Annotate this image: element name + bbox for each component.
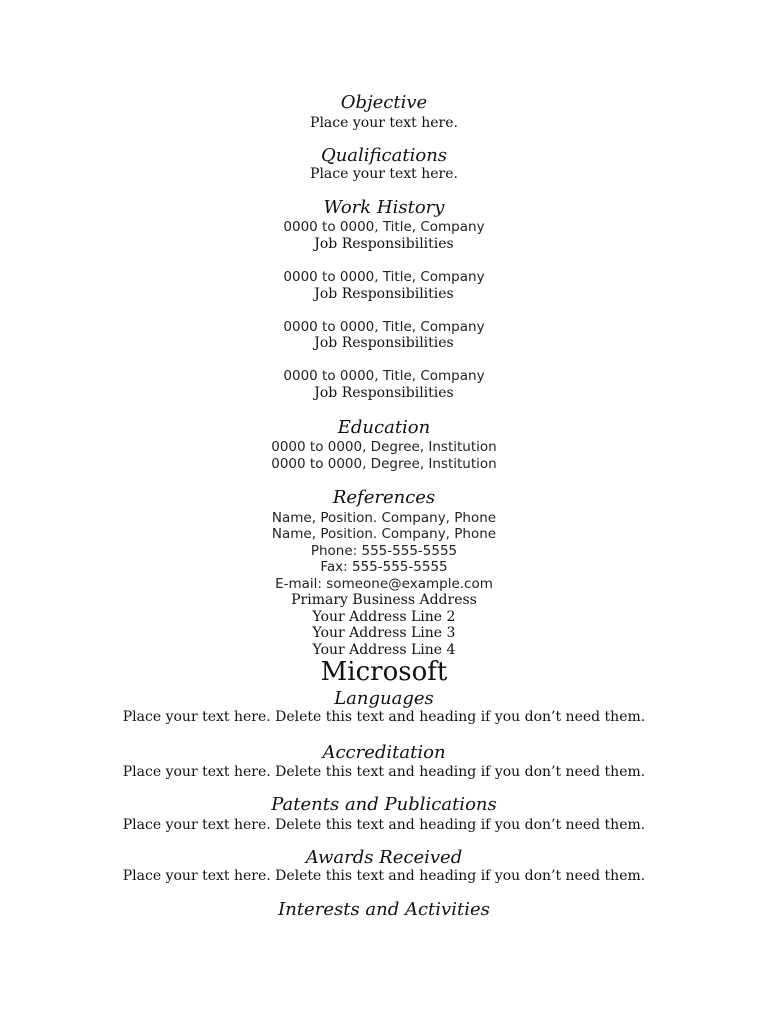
reference-phone: Phone: 555-555-5555 — [310, 543, 458, 559]
objective-text: Place your text here. — [310, 115, 458, 131]
objective-heading: Objective — [340, 92, 428, 113]
work-history-detail: Job Responsibilities — [314, 335, 454, 351]
reference-line: Name, Position. Company, Phone — [271, 526, 497, 542]
awards-text: Place your text here. Delete this text and heading if you don’t need them. — [122, 868, 646, 884]
reference-address: Your Address Line 3 — [312, 625, 456, 641]
education-entry: 0000 to 0000, Degree, Institution — [271, 456, 497, 472]
references-heading: References — [332, 487, 436, 508]
qualifications-text: Place your text here. — [310, 166, 458, 182]
company-name: Microsoft — [320, 657, 448, 687]
accreditation-heading: Accreditation — [322, 742, 446, 763]
languages-text: Place your text here. Delete this text and heading if you don’t need them. — [122, 709, 646, 725]
work-history-entry: 0000 to 0000, Title, Company — [283, 219, 485, 235]
reference-address: Your Address Line 4 — [312, 642, 456, 658]
reference-email: E-mail: someone@example.com — [275, 576, 493, 592]
work-history-heading: Work History — [323, 197, 445, 218]
accreditation-text: Place your text here. Delete this text and heading if you don’t need them. — [122, 764, 646, 780]
qualifications-heading: Qualifications — [320, 145, 448, 166]
work-history-detail: Job Responsibilities — [314, 286, 454, 302]
work-history-entry: 0000 to 0000, Title, Company — [283, 368, 485, 384]
patents-text: Place your text here. Delete this text and heading if you don’t need them. — [122, 817, 646, 833]
interests-heading: Interests and Activities — [278, 899, 490, 920]
awards-heading: Awards Received — [305, 847, 463, 868]
reference-address: Primary Business Address — [291, 592, 477, 608]
education-entry: 0000 to 0000, Degree, Institution — [271, 439, 497, 455]
reference-line: Name, Position. Company, Phone — [271, 510, 497, 526]
work-history-entry: 0000 to 0000, Title, Company — [283, 269, 485, 285]
reference-fax: Fax: 555-555-5555 — [320, 559, 448, 575]
work-history-detail: Job Responsibilities — [314, 236, 454, 252]
languages-heading: Languages — [334, 688, 434, 709]
patents-heading: Patents and Publications — [271, 794, 497, 815]
reference-address: Your Address Line 2 — [312, 609, 456, 625]
work-history-detail: Job Responsibilities — [314, 385, 454, 401]
work-history-entry: 0000 to 0000, Title, Company — [283, 319, 485, 335]
education-heading: Education — [337, 417, 431, 438]
